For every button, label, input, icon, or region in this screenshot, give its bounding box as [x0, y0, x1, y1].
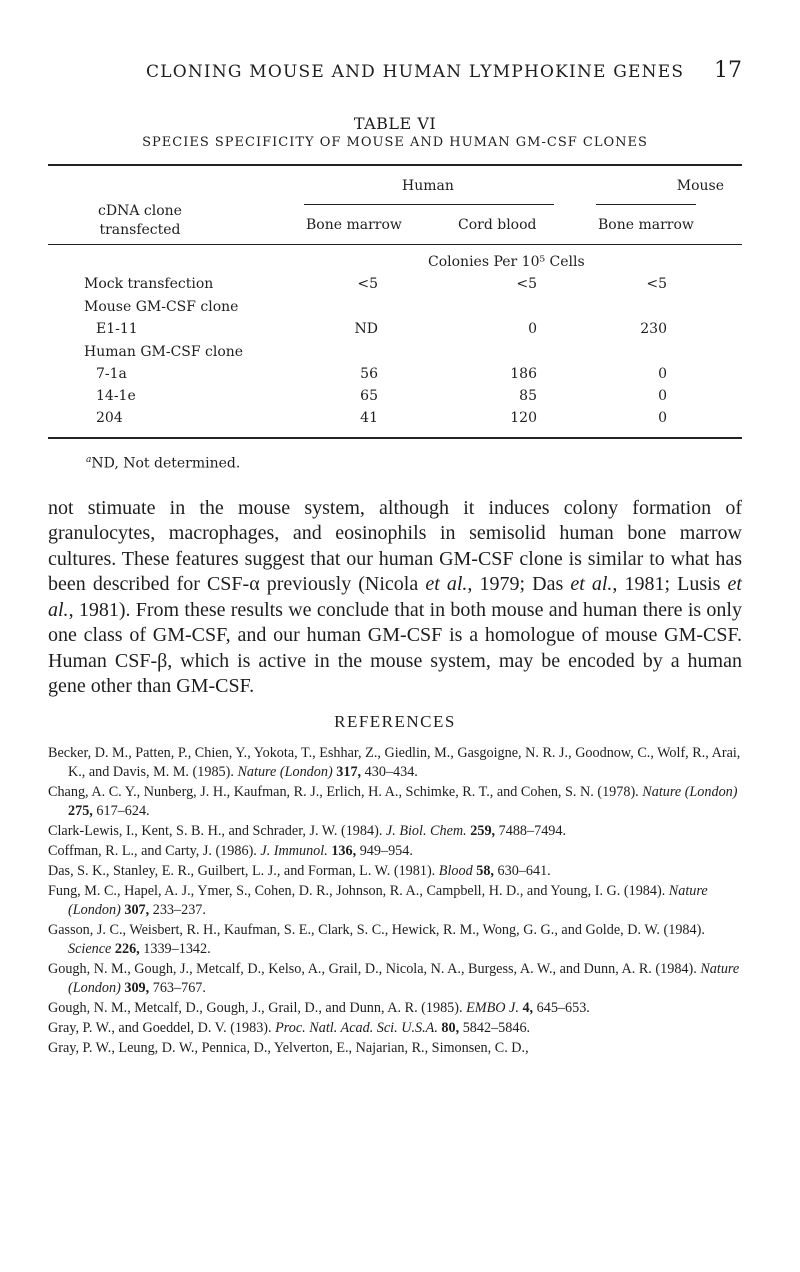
group-header-mouse: Mouse — [676, 178, 724, 194]
units-label: Colonies Per 10⁵ Cells — [428, 254, 585, 270]
table-row: 14-1e 65 85 0 — [96, 388, 667, 404]
reference-list — [48, 744, 742, 1058]
table-caption: SPECIES SPECIFICITY OF MOUSE AND HUMAN GM-CSF CLONES — [142, 135, 648, 150]
reference-item: Fung, M. C., Hapel, A. J., Ymer, S., Cohen, D. R., Johnson, R. A., Campbell, H. D., and Young, I. G. (1984). Nature (London) 307, 233–237. — [48, 882, 708, 918]
table-row: 204 41 120 0 — [96, 410, 667, 426]
table-row: 7-1a 56 186 0 — [96, 366, 667, 382]
running-head — [48, 58, 742, 90]
table-row: Mock transfection <5 <5 <5 — [84, 276, 667, 292]
reference-item: Becker, D. M., Patten, P., Chien, Y., Yokota, T., Eshhar, Z., Giedlin, M., Gasgoigne, N. R. J., Goodnow, C., Wolf, R., Arai, K., and Davis, M. M. (1985). Nature (London) 317, 430–434. — [48, 744, 741, 780]
subheader-cord-blood: Cord blood — [458, 217, 537, 233]
page-number: 17 — [714, 58, 742, 83]
group-rule-human — [304, 204, 554, 205]
reference-item: Das, S. K., Stanley, E. R., Guilbert, L. J., and Forman, L. W. (1981). Blood 58, 630–641. — [48, 862, 551, 879]
reference-item: Chang, A. C. Y., Nunberg, J. H., Kaufman, R. J., Erlich, H. A., Schimke, R. T., and Cohen, S. N. (1978). Nature (London) 275, 617–624. — [48, 783, 738, 819]
reference-item: Gasson, J. C., Weisbert, R. H., Kaufman, S. E., Clark, S. C., Hewick, R. M., Wong, G. G., and Golde, D. W. (1984). Science 226, 1339–1342. — [48, 921, 705, 957]
subheader-bone-marrow-mouse: Bone marrow — [598, 217, 694, 233]
reference-item: Gray, P. W., and Goeddel, D. V. (1983). Proc. Natl. Acad. Sci. U.S.A. 80, 5842–5846. — [48, 1019, 531, 1036]
document-page — [48, 58, 742, 1059]
reference-item: Gray, P. W., Leung, D. W., Pennica, D., Yelverton, E., Najarian, R., Simonsen, C. D., — [48, 1039, 529, 1056]
reference-item: Gough, N. M., Metcalf, D., Gough, J., Grail, D., and Dunn, A. R. (1985). EMBO J. 4, 645–653. — [48, 999, 590, 1016]
table-bottom-rule — [48, 437, 742, 439]
table-label: TABLE VI — [353, 114, 437, 133]
reference-item: Clark-Lewis, I., Kent, S. B. H., and Schrader, J. W. (1984). J. Biol. Chem. 259, 7488–7494. — [48, 822, 567, 839]
table-header — [48, 166, 742, 244]
subheader-bone-marrow-human: Bone marrow — [306, 217, 402, 233]
references-heading: REFERENCES — [334, 711, 456, 731]
table-row: E1-11 ND 0 230 — [96, 321, 667, 337]
running-title: CLONING MOUSE AND HUMAN LYMPHOKINE GENES — [146, 62, 685, 82]
group-rule-mouse — [596, 204, 696, 205]
reference-item: Coffman, R. L., and Carty, J. (1986). J. Immunol. 136, 949–954. — [48, 842, 413, 859]
clone-column-header: cDNA clone transfected — [98, 203, 182, 238]
table-footnote: $^a$ND, Not determined. — [86, 455, 241, 472]
table-body — [48, 245, 742, 437]
body-paragraph: not stimuate in the mouse system, although it induces colony formation of granulocytes, macrophages, and eosinophils in semisolid human bone marrow cultures. These features suggest that our human GM-CSF clone is similar to what has been described for CSF-α previously (Nicola et al., 1979; Das et al., 1981; Lusis et al., 1981). From these results we conclude that in both mouse and human there is only one class of GM-CSF, and our human GM-CSF is a homologue of mouse GM-CSF. Human CSF-β, which is active in the mouse system, may be encoded by a human gene other than GM-CSF. — [48, 496, 742, 698]
reference-item: Gough, N. M., Gough, J., Metcalf, D., Kelso, A., Grail, D., Nicola, N. A., Burgess, A. W., and Dunn, A. R. (1984). Nature (London) 309, 763–767. — [48, 960, 740, 996]
group-header-human: Human — [402, 178, 454, 194]
table-row: Human GM-CSF clone — [84, 344, 244, 360]
table-row: Mouse GM-CSF clone — [84, 299, 239, 315]
